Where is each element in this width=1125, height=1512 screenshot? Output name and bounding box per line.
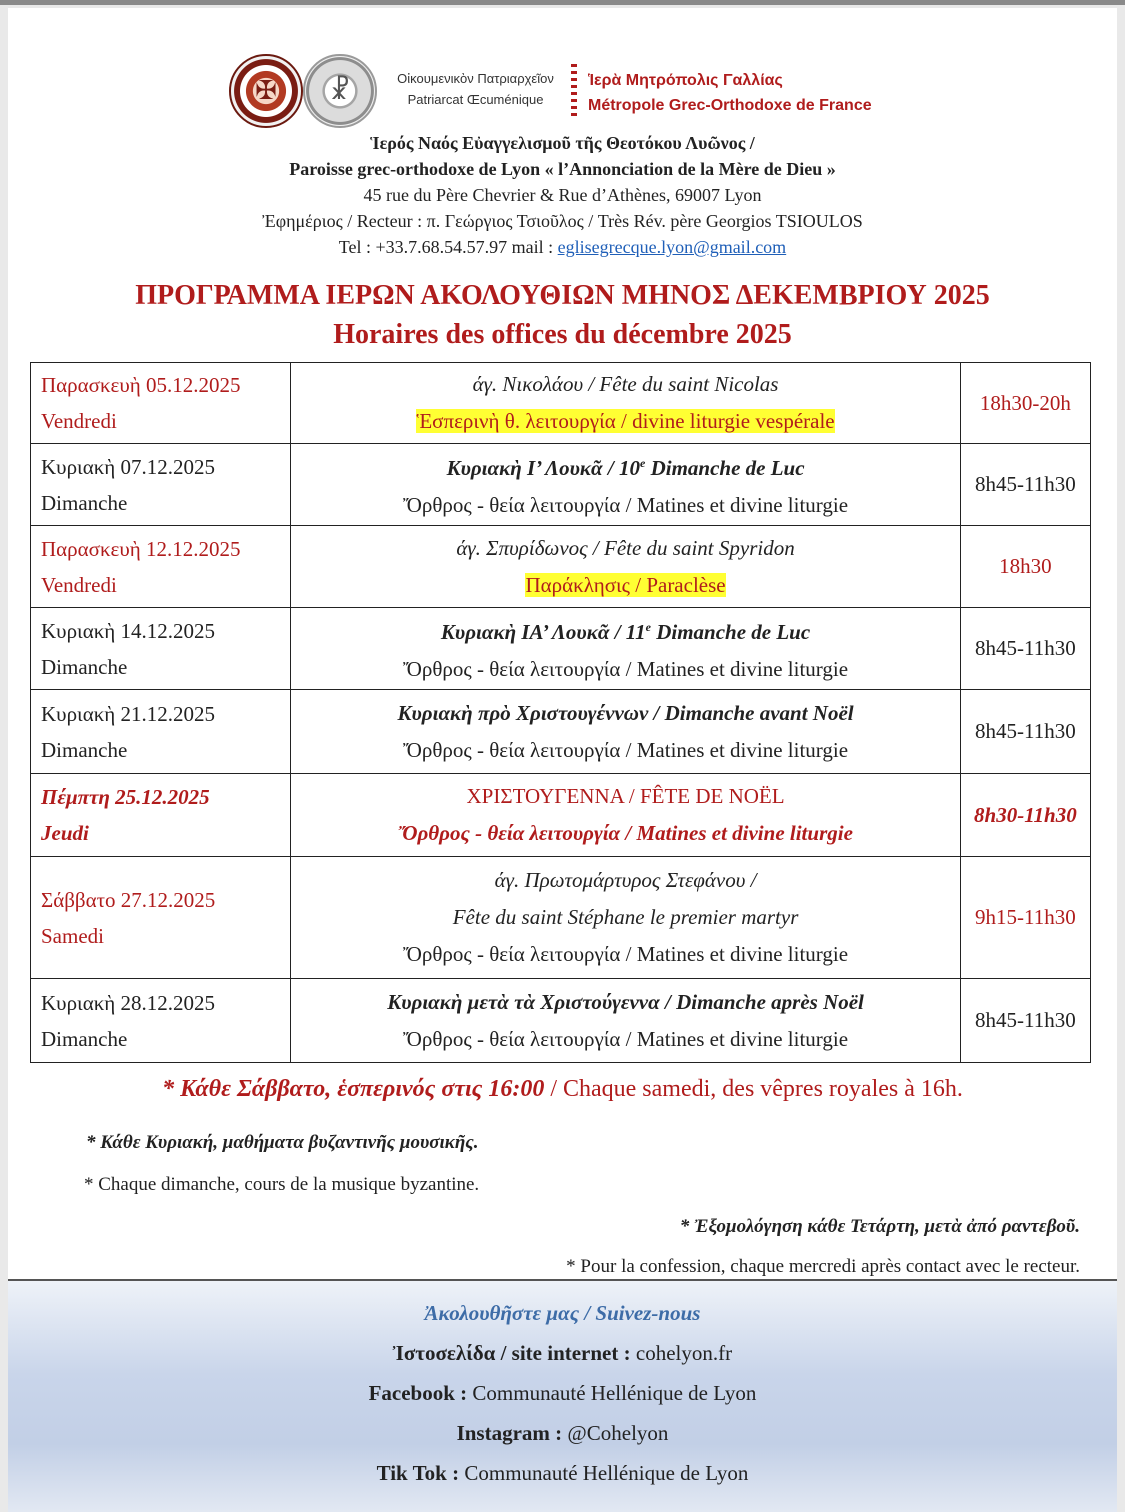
sunday-music-note-french: * Chaque dimanche, cours de la musique byzantine. — [84, 1174, 480, 1195]
table-row — [31, 774, 1091, 857]
date-cell — [31, 444, 291, 526]
service-name: Παράκλησις / Paraclèse — [525, 572, 726, 597]
patriarchate-label — [383, 68, 568, 110]
table-row — [31, 526, 1091, 608]
service-name: Ὄρθρος - θεία λειτουργία / Matines et divine liturgie — [403, 1026, 849, 1051]
date-cell — [31, 857, 291, 979]
title-greek: ΠΡΟΓΡΑΜΜΑ ΙΕΡΩΝ ΑΚΟΛΟΥΘΙΩΝ ΜΗΝΟΣ ΔΕΚΕΜΒΡΙΟΥ 2025 — [135, 280, 990, 311]
patriarchate-seal-logo: ✠ — [229, 54, 303, 128]
feast-title: άγ. Νικολάου / Fête du saint Nicolas — [472, 372, 779, 396]
day-greek: Παρασκευὴ 12.12.2025 — [41, 536, 241, 561]
feast-title: άγ. Σπυρίδωνος / Fête du saint Spyridon — [456, 535, 795, 560]
service-name: Ὄρθρος - θεία λειτουργία / Matines et divine liturgie — [403, 657, 849, 681]
day-greek: Πέμπτη 25.12.2025 — [41, 785, 210, 809]
feast-title: Κυριακὴ Ι’ Λουκᾶ / 10e Dimanche de Luc — [446, 456, 805, 480]
sunday-music-note-greek: * Κάθε Κυριακή, μαθήματα βυζαντινῆς μουσικῆς. — [86, 1132, 479, 1153]
feast-title: Κυριακὴ πρὸ Χριστουγέννων / Dimanche avant Noël — [397, 700, 854, 725]
metropolis-french: Métropole Grec-Orthodoxe de France — [588, 97, 872, 114]
church-address: 45 rue du Père Chevrier & Rue d’Athènes, 69007 Lyon — [363, 185, 762, 205]
patriarchate-french: Patriarcat Œcuménique — [407, 92, 544, 107]
facebook-link[interactable]: Communauté Hellénique de Lyon — [467, 1381, 757, 1405]
day-greek: Κυριακὴ 14.12.2025 — [41, 618, 216, 643]
service-cell — [291, 444, 960, 526]
day-greek: Κυριακὴ 28.12.2025 — [41, 990, 216, 1015]
date-cell — [31, 774, 291, 857]
day-french: Samedi — [41, 923, 104, 948]
day-french: Vendredi — [41, 409, 117, 433]
feast-title: Κυριακὴ μετὰ τὰ Χριστούγεννα / Dimanche après Noël — [387, 989, 864, 1014]
chi-rho-seal-logo: ☧ — [303, 54, 377, 128]
day-greek: Κυριακὴ 07.12.2025 — [41, 454, 216, 479]
service-name: Ὄρθρος - θεία λειτουργία / Matines et divine liturgie — [398, 821, 853, 845]
table-row — [31, 690, 1091, 774]
time-cell: 8h45-11h30 — [960, 444, 1090, 526]
metropolis-label — [588, 68, 872, 118]
day-french: Dimanche — [41, 654, 128, 679]
church-name-french: Paroisse grec-orthodoxe de Lyon « l’Annonciation de la Mère de Dieu » — [289, 159, 836, 179]
time-cell: 8h45-11h30 — [960, 608, 1090, 690]
service-cell — [291, 690, 960, 774]
follow-us-heading: Ἀκολουθῆστε μας / Suivez-nous — [424, 1301, 701, 1325]
social-footer — [8, 1279, 1117, 1512]
service-name: Ὄρθρος - θεία λειτουργία / Matines et divine liturgie — [403, 737, 849, 762]
date-cell — [31, 690, 291, 774]
website-line: Ἰστοσελίδα / site internet : cohelyon.fr — [392, 1341, 733, 1365]
day-french: Dimanche — [41, 490, 128, 515]
phone-text: Tel : +33.7.68.54.57.97 mail : — [338, 237, 558, 257]
feast-title: Κυριακὴ ΙΑ’ Λουκᾶ / 11e Dimanche de Luc — [440, 620, 811, 644]
table-row — [31, 857, 1091, 979]
saturday-vespers-note: * Κάθε Σάββατο, ἑσπερινός στις 16:00 / Chaque samedi, des vêpres royales à 16h. — [162, 1076, 963, 1102]
time-cell: 18h30 — [960, 526, 1090, 608]
email-link[interactable]: eglisegrecque.lyon@gmail.com — [557, 237, 787, 257]
table-row — [31, 608, 1091, 690]
facebook-line: Facebook : Communauté Hellénique de Lyon — [368, 1381, 757, 1405]
instagram-line: Instagram : @Cohelyon — [456, 1421, 669, 1445]
confession-note-french: * Pour la confession, chaque mercredi après contact avec le recteur. — [566, 1256, 1080, 1277]
day-greek: Κυριακὴ 21.12.2025 — [41, 701, 216, 726]
day-french: Vendredi — [41, 572, 117, 597]
day-greek: Παρασκευὴ 05.12.2025 — [41, 373, 241, 397]
time-cell: 18h30-20h — [960, 363, 1090, 444]
time-cell: 8h30-11h30 — [960, 774, 1090, 857]
patriarchate-greek: Οἰκουμενικὸν Πατριαρχεῖον — [397, 71, 554, 86]
day-french: Jeudi — [41, 821, 89, 845]
feast-title: άγ. Πρωτομάρτυρος Στεφάνου / — [494, 868, 757, 892]
service-name: Ὄρθρος - θεία λειτουργία / Matines et divine liturgie — [403, 493, 849, 517]
day-french: Dimanche — [41, 737, 128, 762]
window-top-bar — [0, 0, 1125, 5]
service-cell — [291, 774, 960, 857]
service-name: Ἑσπερινὴ θ. λειτουργία / divine liturgie vespérale — [416, 409, 835, 433]
confession-note-greek: * Ἐξομολόγηση κάθε Τετάρτη, μετὰ ἀπό ραντεβοῦ. — [679, 1216, 1080, 1237]
contact-line — [8, 234, 1117, 260]
day-greek: Σάββατο 27.12.2025 — [41, 887, 216, 912]
rector-line: Ἐφημέριος / Recteur : π. Γεώργιος Τσιοῦλος / Très Rév. père Georgios TSIOULOS — [262, 211, 863, 231]
tiktok-link[interactable]: Communauté Hellénique de Lyon — [459, 1461, 749, 1485]
table-row — [31, 444, 1091, 526]
feast-title-french: Fête du saint Stéphane le premier martyr — [452, 905, 799, 929]
instagram-link[interactable]: @Cohelyon — [562, 1421, 669, 1445]
service-cell — [291, 979, 960, 1063]
date-cell — [31, 608, 291, 690]
date-cell — [31, 363, 291, 444]
schedule-table — [30, 362, 1091, 1063]
day-french: Dimanche — [41, 1026, 128, 1051]
service-cell — [291, 526, 960, 608]
date-cell — [31, 526, 291, 608]
service-name: Ὄρθρος - θεία λειτουργία / Matines et divine liturgie — [403, 942, 849, 966]
time-cell: 8h45-11h30 — [960, 690, 1090, 774]
header-divider — [571, 64, 577, 116]
date-cell — [31, 979, 291, 1063]
service-cell — [291, 608, 960, 690]
time-cell: 8h45-11h30 — [960, 979, 1090, 1063]
service-cell — [291, 857, 960, 979]
metropolis-greek: Ἱερὰ Μητρόπολις Γαλλίας — [588, 72, 783, 89]
tiktok-line: Tik Tok : Communauté Hellénique de Lyon — [376, 1461, 749, 1485]
table-row — [31, 979, 1091, 1063]
parish-info — [8, 130, 1117, 260]
title-french: Horaires des offices du décembre 2025 — [333, 319, 792, 350]
table-row — [31, 363, 1091, 444]
document-page — [8, 8, 1117, 1512]
feast-title: ΧΡΙΣΤΟΥΓΕΝΝΑ / FÊTE DE NOËL — [466, 784, 785, 808]
service-cell — [291, 363, 960, 444]
website-link[interactable]: cohelyon.fr — [630, 1341, 733, 1365]
time-cell: 9h15-11h30 — [960, 857, 1090, 979]
church-name-greek: Ἱερός Ναός Εὐαγγελισμοῦ τῆς Θεοτόκου Λυῶνος / — [370, 133, 755, 153]
